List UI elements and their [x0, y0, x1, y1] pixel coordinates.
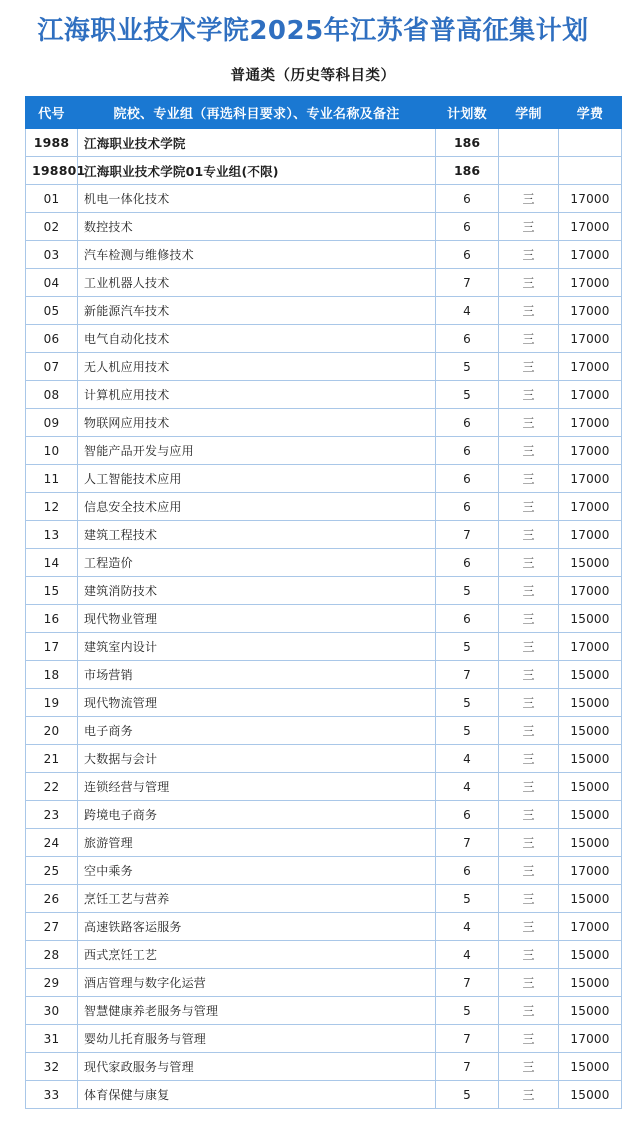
cell-code: 02 [26, 213, 78, 241]
table-body [26, 129, 622, 1109]
cell-name: 物联网应用技术 [78, 409, 436, 437]
cell-name: 无人机应用技术 [78, 353, 436, 381]
cell-name: 婴幼儿托育服务与管理 [78, 1025, 436, 1053]
cell-years: 三 [499, 521, 559, 549]
table-row [26, 605, 622, 633]
cell-name: 建筑工程技术 [78, 521, 436, 549]
cell-plan: 5 [436, 1081, 499, 1109]
cell-code: 04 [26, 269, 78, 297]
cell-plan: 5 [436, 577, 499, 605]
cell-years: 三 [499, 857, 559, 885]
cell-fee: 17000 [559, 269, 622, 297]
cell-years: 三 [499, 409, 559, 437]
cell-years: 三 [499, 1025, 559, 1053]
table-row [26, 773, 622, 801]
cell-code: 25 [26, 857, 78, 885]
cell-code: 03 [26, 241, 78, 269]
cell-code: 17 [26, 633, 78, 661]
cell-code: 31 [26, 1025, 78, 1053]
cell-code: 30 [26, 997, 78, 1025]
cell-plan: 7 [436, 521, 499, 549]
cell-code: 20 [26, 717, 78, 745]
cell-years: 三 [499, 969, 559, 997]
cell-fee: 15000 [559, 941, 622, 969]
cell-name: 高速铁路客运服务 [78, 913, 436, 941]
table-row [26, 885, 622, 913]
cell-plan: 4 [436, 913, 499, 941]
cell-fee: 17000 [559, 185, 622, 213]
cell-years: 三 [499, 745, 559, 773]
cell-name: 空中乘务 [78, 857, 436, 885]
table-row [26, 717, 622, 745]
cell-code: 33 [26, 1081, 78, 1109]
table-row [26, 1025, 622, 1053]
cell-plan: 6 [436, 493, 499, 521]
cell-plan: 186 [436, 129, 499, 157]
table-row [26, 157, 622, 185]
cell-plan: 186 [436, 157, 499, 185]
cell-name: 工程造价 [78, 549, 436, 577]
cell-code: 23 [26, 801, 78, 829]
cell-name: 酒店管理与数字化运营 [78, 969, 436, 997]
cell-plan: 6 [436, 241, 499, 269]
column-header-years: 学制 [499, 97, 559, 129]
cell-years: 三 [499, 717, 559, 745]
cell-fee [559, 157, 622, 185]
cell-name: 电子商务 [78, 717, 436, 745]
cell-years: 三 [499, 353, 559, 381]
cell-fee: 15000 [559, 549, 622, 577]
cell-code: 27 [26, 913, 78, 941]
cell-name: 电气自动化技术 [78, 325, 436, 353]
cell-code: 198801 [26, 157, 78, 185]
cell-fee: 17000 [559, 297, 622, 325]
cell-code: 06 [26, 325, 78, 353]
cell-name: 市场营销 [78, 661, 436, 689]
table-row [26, 997, 622, 1025]
cell-fee: 17000 [559, 465, 622, 493]
cell-years: 三 [499, 689, 559, 717]
cell-name: 现代家政服务与管理 [78, 1053, 436, 1081]
page-title: 江海职业技术学院2025年江苏省普高征集计划 [37, 16, 589, 46]
cell-plan: 5 [436, 381, 499, 409]
column-header-fee: 学费 [559, 97, 622, 129]
cell-fee: 17000 [559, 381, 622, 409]
table-row [26, 213, 622, 241]
cell-name: 建筑消防技术 [78, 577, 436, 605]
cell-fee: 15000 [559, 605, 622, 633]
cell-plan: 7 [436, 969, 499, 997]
cell-code: 14 [26, 549, 78, 577]
table-row [26, 1053, 622, 1081]
cell-plan: 7 [436, 1025, 499, 1053]
cell-plan: 5 [436, 997, 499, 1025]
cell-plan: 7 [436, 661, 499, 689]
table-row [26, 941, 622, 969]
column-header-plan: 计划数 [436, 97, 499, 129]
cell-fee: 15000 [559, 717, 622, 745]
cell-plan: 6 [436, 549, 499, 577]
cell-plan: 6 [436, 801, 499, 829]
cell-fee: 17000 [559, 353, 622, 381]
cell-years: 三 [499, 801, 559, 829]
table-row [26, 437, 622, 465]
cell-fee: 15000 [559, 885, 622, 913]
cell-plan: 5 [436, 633, 499, 661]
cell-years: 三 [499, 465, 559, 493]
cell-plan: 6 [436, 213, 499, 241]
cell-code: 15 [26, 577, 78, 605]
cell-fee: 15000 [559, 969, 622, 997]
cell-name: 现代物流管理 [78, 689, 436, 717]
cell-name: 江海职业技术学院 [78, 129, 436, 157]
table-row [26, 381, 622, 409]
table-row [26, 745, 622, 773]
cell-name: 现代物业管理 [78, 605, 436, 633]
cell-plan: 5 [436, 353, 499, 381]
cell-plan: 6 [436, 857, 499, 885]
plan-table-container [0, 96, 626, 1109]
cell-fee: 17000 [559, 857, 622, 885]
cell-fee: 15000 [559, 661, 622, 689]
table-row [26, 689, 622, 717]
table-row [26, 297, 622, 325]
table-row [26, 801, 622, 829]
table-row [26, 493, 622, 521]
cell-name: 烹饪工艺与营养 [78, 885, 436, 913]
cell-name: 建筑室内设计 [78, 633, 436, 661]
cell-fee: 17000 [559, 913, 622, 941]
plan-table [25, 96, 622, 1109]
table-row [26, 1081, 622, 1109]
cell-fee: 15000 [559, 801, 622, 829]
cell-years [499, 157, 559, 185]
cell-code: 21 [26, 745, 78, 773]
cell-fee: 17000 [559, 437, 622, 465]
cell-years: 三 [499, 577, 559, 605]
cell-plan: 7 [436, 269, 499, 297]
cell-name: 智能产品开发与应用 [78, 437, 436, 465]
cell-code: 29 [26, 969, 78, 997]
cell-years: 三 [499, 885, 559, 913]
table-row [26, 129, 622, 157]
cell-code: 22 [26, 773, 78, 801]
cell-years: 三 [499, 633, 559, 661]
page-subtitle: 普通类（历史等科目类） [230, 68, 396, 84]
cell-name: 体育保健与康复 [78, 1081, 436, 1109]
cell-code: 08 [26, 381, 78, 409]
table-row [26, 269, 622, 297]
table-row [26, 661, 622, 689]
cell-name: 江海职业技术学院01专业组(不限) [78, 157, 436, 185]
cell-code: 10 [26, 437, 78, 465]
cell-fee: 15000 [559, 1053, 622, 1081]
cell-code: 16 [26, 605, 78, 633]
cell-fee: 15000 [559, 829, 622, 857]
cell-plan: 5 [436, 689, 499, 717]
cell-code: 32 [26, 1053, 78, 1081]
cell-years: 三 [499, 185, 559, 213]
cell-name: 西式烹饪工艺 [78, 941, 436, 969]
cell-fee: 17000 [559, 409, 622, 437]
cell-code: 05 [26, 297, 78, 325]
cell-code: 11 [26, 465, 78, 493]
cell-years: 三 [499, 1081, 559, 1109]
cell-years: 三 [499, 437, 559, 465]
cell-plan: 6 [436, 605, 499, 633]
cell-name: 旅游管理 [78, 829, 436, 857]
table-row [26, 409, 622, 437]
cell-plan: 5 [436, 885, 499, 913]
table-header-row [26, 97, 622, 129]
cell-plan: 4 [436, 745, 499, 773]
cell-years: 三 [499, 241, 559, 269]
cell-plan: 7 [436, 1053, 499, 1081]
cell-name: 人工智能技术应用 [78, 465, 436, 493]
cell-years: 三 [499, 913, 559, 941]
cell-fee: 17000 [559, 493, 622, 521]
cell-fee: 15000 [559, 773, 622, 801]
table-header [26, 97, 622, 129]
table-row [26, 577, 622, 605]
cell-fee [559, 129, 622, 157]
cell-years: 三 [499, 269, 559, 297]
table-row [26, 857, 622, 885]
cell-name: 信息安全技术应用 [78, 493, 436, 521]
cell-plan: 6 [436, 437, 499, 465]
cell-name: 汽车检测与维修技术 [78, 241, 436, 269]
cell-code: 18 [26, 661, 78, 689]
cell-years: 三 [499, 773, 559, 801]
table-row [26, 521, 622, 549]
column-header-name: 院校、专业组（再选科目要求）、专业名称及备注 [78, 97, 436, 129]
cell-years: 三 [499, 1053, 559, 1081]
cell-years: 三 [499, 213, 559, 241]
table-row [26, 465, 622, 493]
cell-code: 1988 [26, 129, 78, 157]
cell-years: 三 [499, 661, 559, 689]
table-row [26, 241, 622, 269]
table-row [26, 633, 622, 661]
table-row [26, 913, 622, 941]
cell-fee: 17000 [559, 633, 622, 661]
cell-fee: 17000 [559, 521, 622, 549]
cell-name: 智慧健康养老服务与管理 [78, 997, 436, 1025]
cell-years: 三 [499, 381, 559, 409]
cell-years: 三 [499, 941, 559, 969]
cell-code: 26 [26, 885, 78, 913]
cell-plan: 6 [436, 409, 499, 437]
cell-code: 24 [26, 829, 78, 857]
cell-code: 07 [26, 353, 78, 381]
cell-fee: 15000 [559, 689, 622, 717]
cell-plan: 4 [436, 773, 499, 801]
cell-years [499, 129, 559, 157]
cell-fee: 17000 [559, 213, 622, 241]
table-row [26, 549, 622, 577]
cell-years: 三 [499, 997, 559, 1025]
cell-fee: 17000 [559, 325, 622, 353]
cell-fee: 15000 [559, 745, 622, 773]
table-row [26, 969, 622, 997]
cell-name: 机电一体化技术 [78, 185, 436, 213]
cell-code: 19 [26, 689, 78, 717]
cell-plan: 4 [436, 297, 499, 325]
cell-years: 三 [499, 605, 559, 633]
cell-years: 三 [499, 325, 559, 353]
cell-code: 13 [26, 521, 78, 549]
column-header-code: 代号 [26, 97, 78, 129]
cell-name: 计算机应用技术 [78, 381, 436, 409]
table-row [26, 829, 622, 857]
cell-plan: 6 [436, 185, 499, 213]
cell-plan: 6 [436, 465, 499, 493]
table-row [26, 185, 622, 213]
cell-code: 09 [26, 409, 78, 437]
cell-plan: 7 [436, 829, 499, 857]
cell-name: 跨境电子商务 [78, 801, 436, 829]
cell-plan: 4 [436, 941, 499, 969]
cell-name: 新能源汽车技术 [78, 297, 436, 325]
cell-fee: 17000 [559, 1025, 622, 1053]
cell-code: 28 [26, 941, 78, 969]
cell-plan: 6 [436, 325, 499, 353]
cell-code: 12 [26, 493, 78, 521]
cell-years: 三 [499, 493, 559, 521]
cell-years: 三 [499, 549, 559, 577]
table-row [26, 353, 622, 381]
cell-fee: 17000 [559, 241, 622, 269]
cell-name: 连锁经营与管理 [78, 773, 436, 801]
cell-fee: 17000 [559, 577, 622, 605]
cell-code: 01 [26, 185, 78, 213]
table-row [26, 325, 622, 353]
cell-name: 数控技术 [78, 213, 436, 241]
cell-years: 三 [499, 829, 559, 857]
cell-plan: 5 [436, 717, 499, 745]
cell-name: 工业机器人技术 [78, 269, 436, 297]
cell-years: 三 [499, 297, 559, 325]
cell-fee: 15000 [559, 997, 622, 1025]
cell-name: 大数据与会计 [78, 745, 436, 773]
cell-fee: 15000 [559, 1081, 622, 1109]
